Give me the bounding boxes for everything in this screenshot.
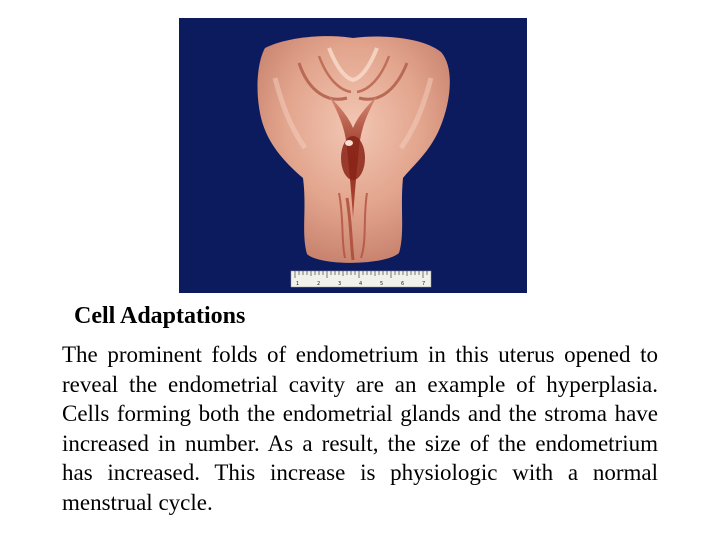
svg-text:5: 5 (380, 281, 384, 287)
svg-text:3: 3 (338, 281, 342, 287)
svg-text:1: 1 (296, 281, 300, 287)
ruler (291, 271, 431, 287)
slide-paragraph: The prominent folds of endometrium in this uterus opened to reveal the endometrial cavity are an example of hyperplasia. Cells forming both the endometrial glands and the stroma have increased in number. As a result, the size of the endometrium has increased. This increase is physiologic with a normal menstrual cycle. (62, 342, 658, 515)
svg-text:2: 2 (317, 281, 321, 287)
svg-text:4: 4 (359, 281, 363, 287)
svg-text:6: 6 (401, 281, 405, 287)
svg-text:7: 7 (422, 281, 426, 287)
slide-heading: Cell Adaptations (74, 303, 246, 329)
specimen-photo (179, 18, 527, 293)
